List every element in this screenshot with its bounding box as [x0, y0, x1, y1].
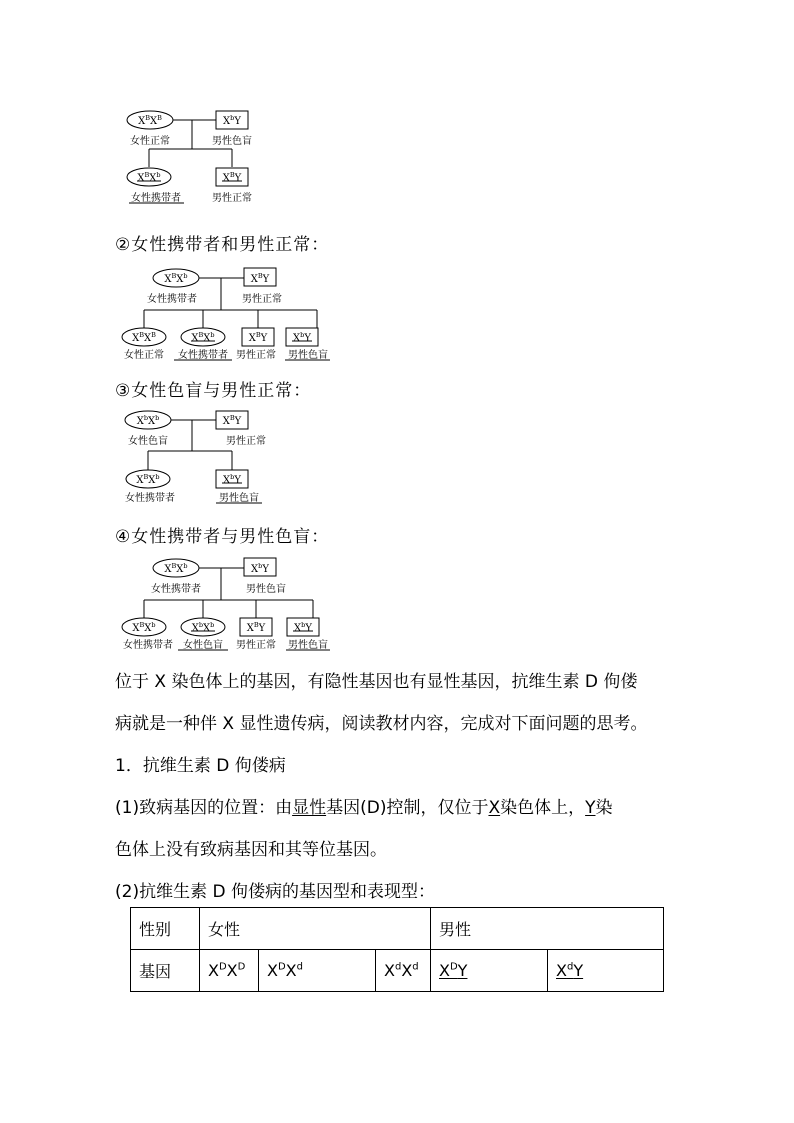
phenotype-caption: 女性携带者	[123, 640, 173, 651]
genotype-label: $X^bX^b$	[191, 621, 215, 634]
table-header-female: 女性	[200, 908, 431, 950]
table-header-male: 男性	[431, 908, 664, 950]
genotype-cell: $X^dX^d$	[376, 950, 431, 992]
pedigree-cross-1	[120, 108, 280, 208]
cross-2-heading: ②女性携带者和男性正常：	[115, 235, 330, 255]
phenotype-caption: 女性色盲	[183, 640, 223, 651]
paragraph-1-line-1: (1)致病基因的位置：由显性基因(D)控制，仅位于X染色体上，Y染	[115, 798, 613, 818]
genotype-label: $X^bY$	[293, 331, 311, 344]
section-1-title: 1．抗维生素 D 佝偻病	[115, 756, 286, 776]
intro-line-1: 位于 X 染色体上的基因，有隐性基因也有显性基因，抗维生素 D 佝偻	[115, 672, 638, 692]
phenotype-caption: 男性色盲	[246, 584, 286, 595]
pedigree-cross-2	[120, 262, 350, 364]
genotype-table	[130, 907, 664, 992]
genotype-label: $X^BX^b$	[132, 621, 156, 634]
genotype-label: $X^BY$	[250, 272, 270, 285]
answer-x: X	[488, 798, 501, 818]
genotype-label: $X^BY$	[222, 171, 242, 184]
phenotype-caption: 男性正常	[242, 294, 282, 305]
table-row	[131, 908, 664, 950]
answer-y: Y	[585, 798, 596, 818]
genotype-label: $X^BX^b$	[137, 171, 161, 184]
genotype-label: $X^BX^B$	[138, 114, 162, 127]
genotype-label: $X^BX^B$	[132, 331, 156, 344]
phenotype-caption: 男性正常	[236, 350, 276, 361]
intro-line-2: 病就是一种伴 X 显性遗传病，阅读教材内容，完成对下面问题的思考。	[115, 714, 648, 734]
phenotype-caption: 男性色盲	[219, 493, 259, 504]
genotype-cell: $X^DX^d$	[259, 950, 376, 992]
genotype-label: $X^BX^b$	[191, 331, 215, 344]
answer-dominant: 显性	[292, 798, 327, 818]
genotype-label: $X^BY$	[222, 414, 242, 427]
table-row	[131, 950, 664, 992]
pedigree-cross-4	[120, 552, 350, 654]
phenotype-caption: 女性正常	[130, 136, 170, 147]
table-row-label: 基因	[131, 950, 200, 992]
genotype-cell: $X^dY$	[548, 950, 664, 992]
genotype-label: $X^bY$	[223, 114, 241, 127]
phenotype-caption: 男性正常	[212, 193, 252, 204]
genotype-label: $X^bY$	[251, 562, 269, 575]
phenotype-caption: 男性色盲	[288, 640, 328, 651]
phenotype-caption: 女性携带者	[131, 193, 181, 204]
genotype-label: $X^bY$	[294, 621, 312, 634]
genotype-cell: $X^DX^D$	[200, 950, 259, 992]
genotype-label: $X^BY$	[248, 331, 268, 344]
genotype-label: $X^BY$	[246, 621, 266, 634]
phenotype-caption: 女性色盲	[128, 436, 168, 447]
phenotype-caption: 女性正常	[124, 350, 164, 361]
table-header-sex: 性别	[131, 908, 200, 950]
phenotype-caption: 男性正常	[226, 436, 266, 447]
genotype-label: $X^BX^b$	[164, 272, 188, 285]
genotype-label: $X^bY$	[223, 473, 241, 486]
paragraph-1-line-2: 色体上没有致病基因和其等位基因。	[115, 840, 387, 860]
phenotype-caption: 女性携带者	[147, 294, 197, 305]
phenotype-caption: 男性色盲	[288, 350, 328, 361]
phenotype-caption: 女性携带者	[178, 350, 228, 361]
cross-4-heading: ④女性携带者与男性色盲：	[115, 527, 330, 547]
phenotype-caption: 女性携带者	[151, 584, 201, 595]
genotype-label: $X^BX^b$	[164, 562, 188, 575]
genotype-cell: $X^DY$	[431, 950, 548, 992]
phenotype-caption: 女性携带者	[125, 493, 175, 504]
cross-3-heading: ③女性色盲与男性正常：	[115, 381, 312, 401]
paragraph-2: (2)抗维生素 D 佝偻病的基因型和表现型：	[115, 882, 435, 902]
phenotype-caption: 男性色盲	[212, 136, 252, 147]
genotype-label: $X^BX^b$	[136, 473, 160, 486]
phenotype-caption: 男性正常	[236, 640, 276, 651]
pedigree-cross-3	[120, 408, 280, 508]
genotype-label: $X^bX^b$	[136, 414, 160, 427]
